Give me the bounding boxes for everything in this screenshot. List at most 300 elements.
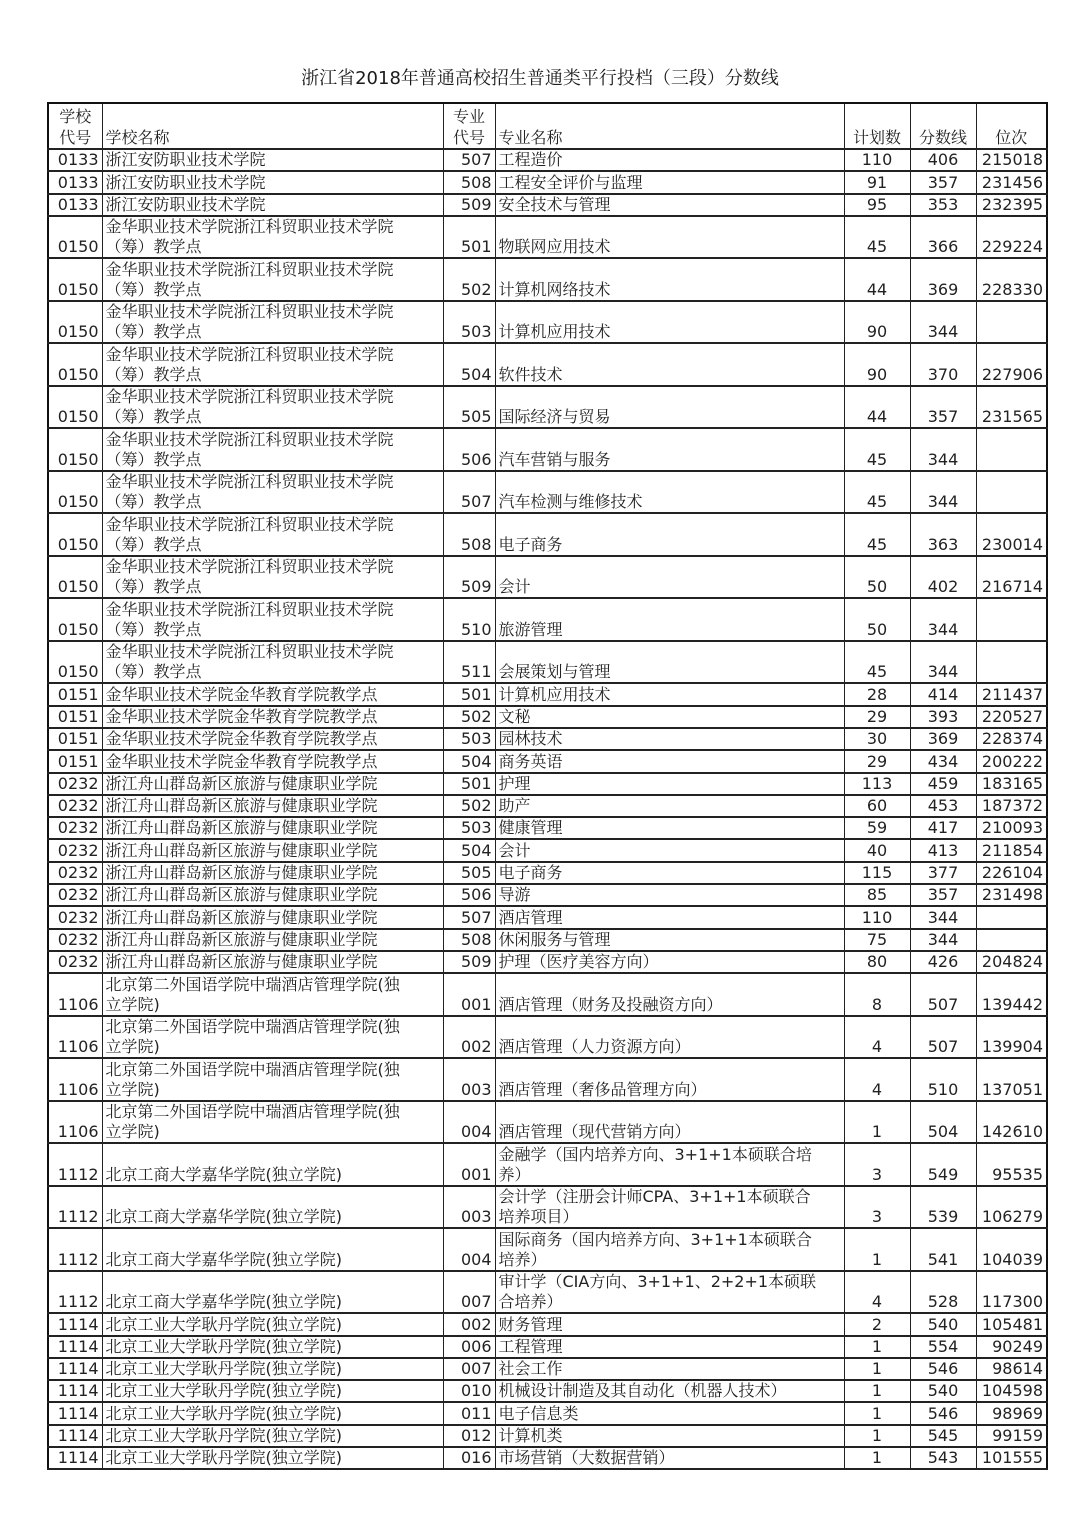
plan-cell: 4 [844,1058,910,1101]
rank-cell: 215018 [976,149,1047,171]
score-cell: 543 [910,1447,976,1469]
rank-cell: 216714 [976,556,1047,599]
table-row [48,683,1047,705]
header-rank: 位次 [976,103,1047,149]
school-code-cell: 0150 [48,343,102,386]
plan-cell: 44 [844,258,910,301]
table-row [48,1402,1047,1424]
school-code-cell: 0150 [48,428,102,471]
school-code-cell: 0232 [48,929,102,951]
rank-cell: 101555 [976,1447,1047,1469]
major-code-cell: 503 [443,817,495,839]
score-cell: 344 [910,471,976,514]
school-name-cell: 金华职业技术学院浙江科贸职业技术学院 （筹）教学点 [102,471,443,514]
table-row [48,1143,1047,1186]
score-cell: 541 [910,1228,976,1271]
school-code-cell: 0232 [48,862,102,884]
score-cell: 507 [910,973,976,1016]
major-code-cell: 504 [443,750,495,772]
rank-cell: 200222 [976,750,1047,772]
table-row [48,1380,1047,1402]
table-row [48,1271,1047,1314]
major-code-cell: 509 [443,194,495,216]
table-row [48,1101,1047,1144]
major-code-cell: 001 [443,973,495,1016]
table-row [48,862,1047,884]
table-row [48,171,1047,193]
major-code-cell: 004 [443,1228,495,1271]
plan-cell: 1 [844,1380,910,1402]
major-code-cell: 011 [443,1402,495,1424]
header-school-code: 学校 代号 [48,103,102,149]
plan-cell: 2 [844,1313,910,1335]
major-name-cell: 财务管理 [495,1313,844,1335]
table-row [48,839,1047,861]
rank-cell: 228374 [976,728,1047,750]
score-cell: 434 [910,750,976,772]
rank-cell: 187372 [976,795,1047,817]
school-name-cell: 北京工业大学耿丹学院(独立学院) [102,1447,443,1469]
rank-cell: 211854 [976,839,1047,861]
score-cell: 545 [910,1425,976,1447]
rank-cell: 204824 [976,951,1047,973]
plan-cell: 90 [844,343,910,386]
plan-cell: 45 [844,428,910,471]
school-code-cell: 0232 [48,906,102,928]
major-code-cell: 002 [443,1313,495,1335]
major-code-cell: 508 [443,171,495,193]
rank-cell: 211437 [976,683,1047,705]
rank-cell [976,301,1047,344]
table-row [48,728,1047,750]
rank-cell [976,641,1047,684]
school-name-cell: 浙江舟山群岛新区旅游与健康职业学院 [102,817,443,839]
major-name-cell: 会展策划与管理 [495,641,844,684]
score-cell: 540 [910,1380,976,1402]
plan-cell: 95 [844,194,910,216]
school-code-cell: 1106 [48,1016,102,1059]
plan-cell: 45 [844,216,910,259]
major-code-cell: 506 [443,428,495,471]
score-cell: 546 [910,1402,976,1424]
plan-cell: 28 [844,683,910,705]
major-code-cell: 506 [443,884,495,906]
rank-cell: 227906 [976,343,1047,386]
plan-cell: 8 [844,973,910,1016]
table-row [48,1447,1047,1469]
plan-cell: 110 [844,906,910,928]
major-code-cell: 003 [443,1058,495,1101]
score-cell: 540 [910,1313,976,1335]
major-name-cell: 计算机应用技术 [495,301,844,344]
plan-cell: 1 [844,1358,910,1380]
school-name-cell: 浙江安防职业技术学院 [102,171,443,193]
rank-cell: 106279 [976,1186,1047,1229]
score-cell: 344 [910,906,976,928]
major-name-cell: 酒店管理 [495,906,844,928]
school-code-cell: 0232 [48,773,102,795]
plan-cell: 1 [844,1402,910,1424]
plan-cell: 91 [844,171,910,193]
school-code-cell: 1112 [48,1186,102,1229]
plan-cell: 40 [844,839,910,861]
table-row [48,471,1047,514]
school-code-cell: 0133 [48,171,102,193]
plan-cell: 4 [844,1271,910,1314]
school-name-cell: 浙江舟山群岛新区旅游与健康职业学院 [102,862,443,884]
school-name-cell: 金华职业技术学院金华教育学院教学点 [102,683,443,705]
score-cell: 426 [910,951,976,973]
major-name-cell: 旅游管理 [495,598,844,641]
major-name-cell: 酒店管理（奢侈品管理方向） [495,1058,844,1101]
table-row [48,1425,1047,1447]
major-name-cell: 软件技术 [495,343,844,386]
major-name-cell: 健康管理 [495,817,844,839]
rank-cell [976,471,1047,514]
score-cell: 344 [910,929,976,951]
plan-cell: 30 [844,728,910,750]
school-name-cell: 浙江舟山群岛新区旅游与健康职业学院 [102,839,443,861]
major-name-cell: 助产 [495,795,844,817]
rank-cell: 229224 [976,216,1047,259]
rank-cell: 139904 [976,1016,1047,1059]
major-code-cell: 001 [443,1143,495,1186]
rank-cell [976,906,1047,928]
school-name-cell: 北京工业大学耿丹学院(独立学院) [102,1402,443,1424]
table-row [48,951,1047,973]
major-name-cell: 审计学（CIA方向、3+1+1、2+2+1本硕联 合培养） [495,1271,844,1314]
score-cell: 353 [910,194,976,216]
table-row [48,884,1047,906]
major-name-cell: 商务英语 [495,750,844,772]
plan-cell: 85 [844,884,910,906]
school-code-cell: 1114 [48,1425,102,1447]
document-title: 浙江省2018年普通高校招生普通类平行投档（三段）分数线 [301,68,779,89]
major-code-cell: 503 [443,728,495,750]
rank-cell: 228330 [976,258,1047,301]
school-name-cell: 北京工业大学耿丹学院(独立学院) [102,1380,443,1402]
score-cell: 366 [910,216,976,259]
table-row [48,706,1047,728]
school-name-cell: 浙江安防职业技术学院 [102,149,443,171]
major-code-cell: 507 [443,906,495,928]
major-code-cell: 507 [443,471,495,514]
major-name-cell: 护理 [495,773,844,795]
major-code-cell: 509 [443,556,495,599]
table-row [48,795,1047,817]
school-code-cell: 0232 [48,839,102,861]
major-name-cell: 机械设计制造及其自动化（机器人技术） [495,1380,844,1402]
score-cell: 377 [910,862,976,884]
school-code-cell: 1114 [48,1380,102,1402]
rank-cell: 231456 [976,171,1047,193]
major-name-cell: 会计 [495,839,844,861]
plan-cell: 59 [844,817,910,839]
score-cell: 369 [910,728,976,750]
plan-cell: 50 [844,556,910,599]
header-row [48,103,1047,149]
plan-cell: 1 [844,1336,910,1358]
table-row [48,641,1047,684]
score-cell: 459 [910,773,976,795]
rank-cell: 98969 [976,1402,1047,1424]
major-code-cell: 503 [443,301,495,344]
plan-cell: 4 [844,1016,910,1059]
score-table [47,102,1048,1470]
major-name-cell: 工程管理 [495,1336,844,1358]
plan-cell: 45 [844,641,910,684]
school-code-cell: 0150 [48,386,102,429]
major-code-cell: 508 [443,929,495,951]
major-name-cell: 电子商务 [495,862,844,884]
school-code-cell: 0151 [48,728,102,750]
school-code-cell: 1106 [48,973,102,1016]
header-plan: 计划数 [844,103,910,149]
header-major-name: 专业名称 [495,103,844,149]
school-name-cell: 浙江舟山群岛新区旅游与健康职业学院 [102,795,443,817]
school-code-cell: 0150 [48,216,102,259]
rank-cell: 137051 [976,1058,1047,1101]
school-name-cell: 北京工商大学嘉华学院(独立学院) [102,1271,443,1314]
major-code-cell: 504 [443,839,495,861]
school-name-cell: 金华职业技术学院浙江科贸职业技术学院 （筹）教学点 [102,216,443,259]
major-code-cell: 003 [443,1186,495,1229]
school-code-cell: 0133 [48,194,102,216]
table-row [48,301,1047,344]
school-name-cell: 金华职业技术学院金华教育学院教学点 [102,728,443,750]
table-row [48,1336,1047,1358]
major-name-cell: 电子商务 [495,513,844,556]
school-name-cell: 北京第二外国语学院中瑞酒店管理学院(独 立学院) [102,1016,443,1059]
major-name-cell: 酒店管理（财务及投融资方向） [495,973,844,1016]
plan-cell: 29 [844,706,910,728]
school-code-cell: 1114 [48,1358,102,1380]
school-code-cell: 0151 [48,683,102,705]
table-row [48,513,1047,556]
table-row [48,598,1047,641]
school-code-cell: 1112 [48,1143,102,1186]
table-row [48,750,1047,772]
school-name-cell: 北京第二外国语学院中瑞酒店管理学院(独 立学院) [102,1101,443,1144]
score-cell: 344 [910,428,976,471]
score-cell: 549 [910,1143,976,1186]
score-cell: 402 [910,556,976,599]
school-name-cell: 北京工业大学耿丹学院(独立学院) [102,1336,443,1358]
school-code-cell: 0151 [48,706,102,728]
major-name-cell: 休闲服务与管理 [495,929,844,951]
school-code-cell: 0150 [48,598,102,641]
table-row [48,216,1047,259]
plan-cell: 1 [844,1101,910,1144]
school-name-cell: 浙江舟山群岛新区旅游与健康职业学院 [102,906,443,928]
major-code-cell: 004 [443,1101,495,1144]
rank-cell: 139442 [976,973,1047,1016]
major-name-cell: 工程安全评价与监理 [495,171,844,193]
school-name-cell: 北京第二外国语学院中瑞酒店管理学院(独 立学院) [102,1058,443,1101]
plan-cell: 60 [844,795,910,817]
major-code-cell: 508 [443,513,495,556]
plan-cell: 45 [844,471,910,514]
score-cell: 546 [910,1358,976,1380]
school-name-cell: 金华职业技术学院浙江科贸职业技术学院 （筹）教学点 [102,258,443,301]
major-code-cell: 012 [443,1425,495,1447]
plan-cell: 1 [844,1425,910,1447]
school-code-cell: 1106 [48,1101,102,1144]
plan-cell: 75 [844,929,910,951]
school-code-cell: 0232 [48,795,102,817]
rank-cell: 231498 [976,884,1047,906]
major-code-cell: 501 [443,773,495,795]
rank-cell: 230014 [976,513,1047,556]
table-row [48,258,1047,301]
score-cell: 453 [910,795,976,817]
major-name-cell: 文秘 [495,706,844,728]
school-code-cell: 0150 [48,471,102,514]
rank-cell: 104598 [976,1380,1047,1402]
school-name-cell: 金华职业技术学院浙江科贸职业技术学院 （筹）教学点 [102,301,443,344]
rank-cell: 95535 [976,1143,1047,1186]
major-name-cell: 计算机网络技术 [495,258,844,301]
rank-cell: 105481 [976,1313,1047,1335]
major-name-cell: 汽车检测与维修技术 [495,471,844,514]
major-name-cell: 国际商务（国内培养方向、3+1+1本硕联合 培养） [495,1228,844,1271]
rank-cell [976,428,1047,471]
plan-cell: 1 [844,1228,910,1271]
major-code-cell: 007 [443,1271,495,1314]
major-code-cell: 510 [443,598,495,641]
school-code-cell: 0150 [48,513,102,556]
major-name-cell: 物联网应用技术 [495,216,844,259]
school-name-cell: 金华职业技术学院浙江科贸职业技术学院 （筹）教学点 [102,386,443,429]
score-cell: 363 [910,513,976,556]
table-row [48,149,1047,171]
table-row [48,1186,1047,1229]
school-name-cell: 金华职业技术学院浙江科贸职业技术学院 （筹）教学点 [102,428,443,471]
plan-cell: 90 [844,301,910,344]
major-code-cell: 502 [443,795,495,817]
rank-cell [976,598,1047,641]
score-cell: 539 [910,1186,976,1229]
major-name-cell: 会计学（注册会计师CPA、3+1+1本硕联合 培养项目） [495,1186,844,1229]
table-row [48,973,1047,1016]
major-code-cell: 505 [443,386,495,429]
school-name-cell: 金华职业技术学院浙江科贸职业技术学院 （筹）教学点 [102,513,443,556]
school-name-cell: 浙江安防职业技术学院 [102,194,443,216]
table-row [48,773,1047,795]
table-row [48,1016,1047,1059]
major-name-cell: 汽车营销与服务 [495,428,844,471]
plan-cell: 110 [844,149,910,171]
school-code-cell: 0150 [48,258,102,301]
school-name-cell: 北京工业大学耿丹学院(独立学院) [102,1425,443,1447]
score-cell: 504 [910,1101,976,1144]
score-cell: 370 [910,343,976,386]
major-name-cell: 社会工作 [495,1358,844,1380]
major-code-cell: 502 [443,258,495,301]
score-cell: 357 [910,884,976,906]
plan-cell: 29 [844,750,910,772]
school-code-cell: 0232 [48,884,102,906]
score-cell: 413 [910,839,976,861]
school-name-cell: 北京工业大学耿丹学院(独立学院) [102,1358,443,1380]
school-code-cell: 0150 [48,556,102,599]
rank-cell: 226104 [976,862,1047,884]
score-cell: 357 [910,171,976,193]
major-code-cell: 007 [443,1358,495,1380]
plan-cell: 1 [844,1447,910,1469]
school-name-cell: 浙江舟山群岛新区旅游与健康职业学院 [102,929,443,951]
major-code-cell: 507 [443,149,495,171]
rank-cell [976,929,1047,951]
score-cell: 369 [910,258,976,301]
score-cell: 357 [910,386,976,429]
major-name-cell: 国际经济与贸易 [495,386,844,429]
score-cell: 554 [910,1336,976,1358]
plan-cell: 113 [844,773,910,795]
table-row [48,929,1047,951]
score-cell: 414 [910,683,976,705]
major-code-cell: 501 [443,683,495,705]
school-code-cell: 1106 [48,1058,102,1101]
rank-cell: 220527 [976,706,1047,728]
major-name-cell: 酒店管理（人力资源方向） [495,1016,844,1059]
school-name-cell: 北京工商大学嘉华学院(独立学院) [102,1143,443,1186]
major-name-cell: 计算机类 [495,1425,844,1447]
school-name-cell: 金华职业技术学院金华教育学院教学点 [102,750,443,772]
major-name-cell: 工程造价 [495,149,844,171]
school-code-cell: 1114 [48,1313,102,1335]
school-code-cell: 0232 [48,817,102,839]
major-name-cell: 安全技术与管理 [495,194,844,216]
score-cell: 344 [910,641,976,684]
school-name-cell: 金华职业技术学院金华教育学院教学点 [102,706,443,728]
plan-cell: 80 [844,951,910,973]
school-name-cell: 浙江舟山群岛新区旅游与健康职业学院 [102,773,443,795]
score-cell: 344 [910,598,976,641]
school-code-cell: 0150 [48,641,102,684]
school-name-cell: 浙江舟山群岛新区旅游与健康职业学院 [102,951,443,973]
major-code-cell: 501 [443,216,495,259]
rank-cell: 210093 [976,817,1047,839]
major-code-cell: 010 [443,1380,495,1402]
table-row [48,343,1047,386]
rank-cell: 98614 [976,1358,1047,1380]
major-code-cell: 016 [443,1447,495,1469]
major-code-cell: 006 [443,1336,495,1358]
school-code-cell: 0133 [48,149,102,171]
header-major-code: 专业 代号 [443,103,495,149]
school-code-cell: 0232 [48,951,102,973]
table-row [48,428,1047,471]
header-score: 分数线 [910,103,976,149]
school-name-cell: 金华职业技术学院浙江科贸职业技术学院 （筹）教学点 [102,343,443,386]
plan-cell: 3 [844,1186,910,1229]
rank-cell: 99159 [976,1425,1047,1447]
major-name-cell: 会计 [495,556,844,599]
table-row [48,1058,1047,1101]
rank-cell: 142610 [976,1101,1047,1144]
major-name-cell: 计算机应用技术 [495,683,844,705]
table-row [48,906,1047,928]
major-name-cell: 园林技术 [495,728,844,750]
plan-cell: 3 [844,1143,910,1186]
major-name-cell: 导游 [495,884,844,906]
table-row [48,1313,1047,1335]
score-cell: 417 [910,817,976,839]
rank-cell: 117300 [976,1271,1047,1314]
rank-cell: 231565 [976,386,1047,429]
major-code-cell: 505 [443,862,495,884]
